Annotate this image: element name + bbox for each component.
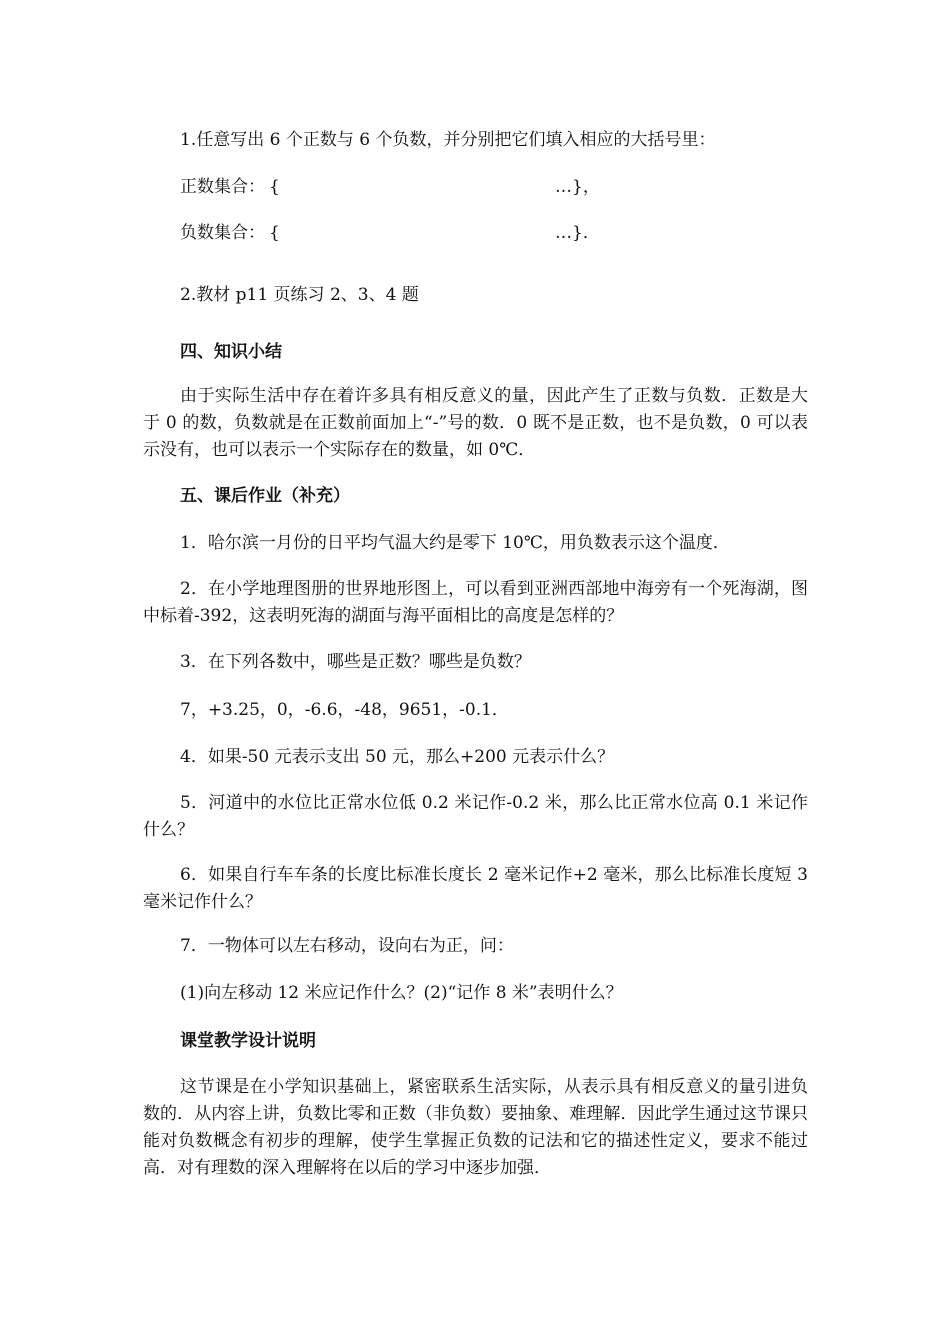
positive-set-row [180,175,600,199]
positive-set-label: 正数集合： [180,177,265,197]
homework-item-6: 6．如果自行车车条的长度比标准长度长 2 毫米记作+2 毫米，那么比标准长度短 3 毫米记作什么？ [143,865,808,912]
negative-set-label: 负数集合： [180,223,265,243]
homework-item-7: 7．一物体可以左右移动，设向右为正，问： [180,936,514,956]
exercise-1: 1.任意写出 6 个正数与 6 个负数，并分别把它们填入相应的大括号里： [180,130,716,150]
homework-item-7-sub: (1)向左移动 12 米应记作什么？(2)“记作 8 米”表明什么？ [180,983,623,1003]
homework-item-3: 3．在下列各数中，哪些是正数？哪些是负数？ [180,652,531,672]
homework-item-3-numbers: 7，+3.25，0，-6.6，-48，9651，-0.1． [180,700,509,720]
design-notes-heading: 课堂教学设计说明 [180,1031,316,1051]
negative-set-row [180,221,600,245]
positive-set-open-brace: { [269,177,280,197]
summary-text: 由于实际生活中存在着许多具有相反意义的量，因此产生了正数与负数．正数是大于 0 的数，负数就是在正数前面加上“-”号的数．0 既不是正数，也不是负数，0 可以表示没有，也可以表示一个实际存在的数量，如 0℃． [143,386,808,460]
summary-heading: 四、知识小结 [180,342,282,362]
exercise-2: 2.教材 p11 页练习 2、3、4 题 [180,285,419,305]
design-notes-text: 这节课是在小学知识基础上，紧密联系生活实际，从表示具有相反意义的量引进负数的．从内容上讲，负数比零和正数（非负数）要抽象、难理解．因此学生通过这节课只能对负数概念有初步的理解，使学生掌握正负数的记法和它的描述性定义，要求不能过高．对有理数的深入理解将在以后的学习中逐步加强． [143,1077,808,1178]
homework-item-5: 5．河道中的水位比正常水位低 0.2 米记作-0.2 米，那么比正常水位高 0.1 米记作什么？ [143,793,808,840]
homework-item-1: 1．哈尔滨一月份的日平均气温大约是零下 10℃，用负数表示这个温度． [180,533,730,553]
homework-item-4: 4．如果-50 元表示支出 50 元，那么+200 元表示什么？ [180,747,615,767]
homework-heading: 五、课后作业（补充） [180,486,350,506]
homework-item-2: 2．在小学地理图册的世界地形图上，可以看到亚洲西部地中海旁有一个死海湖，图中标着-392，这表明死海的湖面与海平面相比的高度是怎样的？ [143,579,808,626]
negative-set-open-brace: { [269,223,280,243]
negative-set-close-brace: …}． [555,223,600,243]
positive-set-close-brace: …}， [555,177,600,197]
